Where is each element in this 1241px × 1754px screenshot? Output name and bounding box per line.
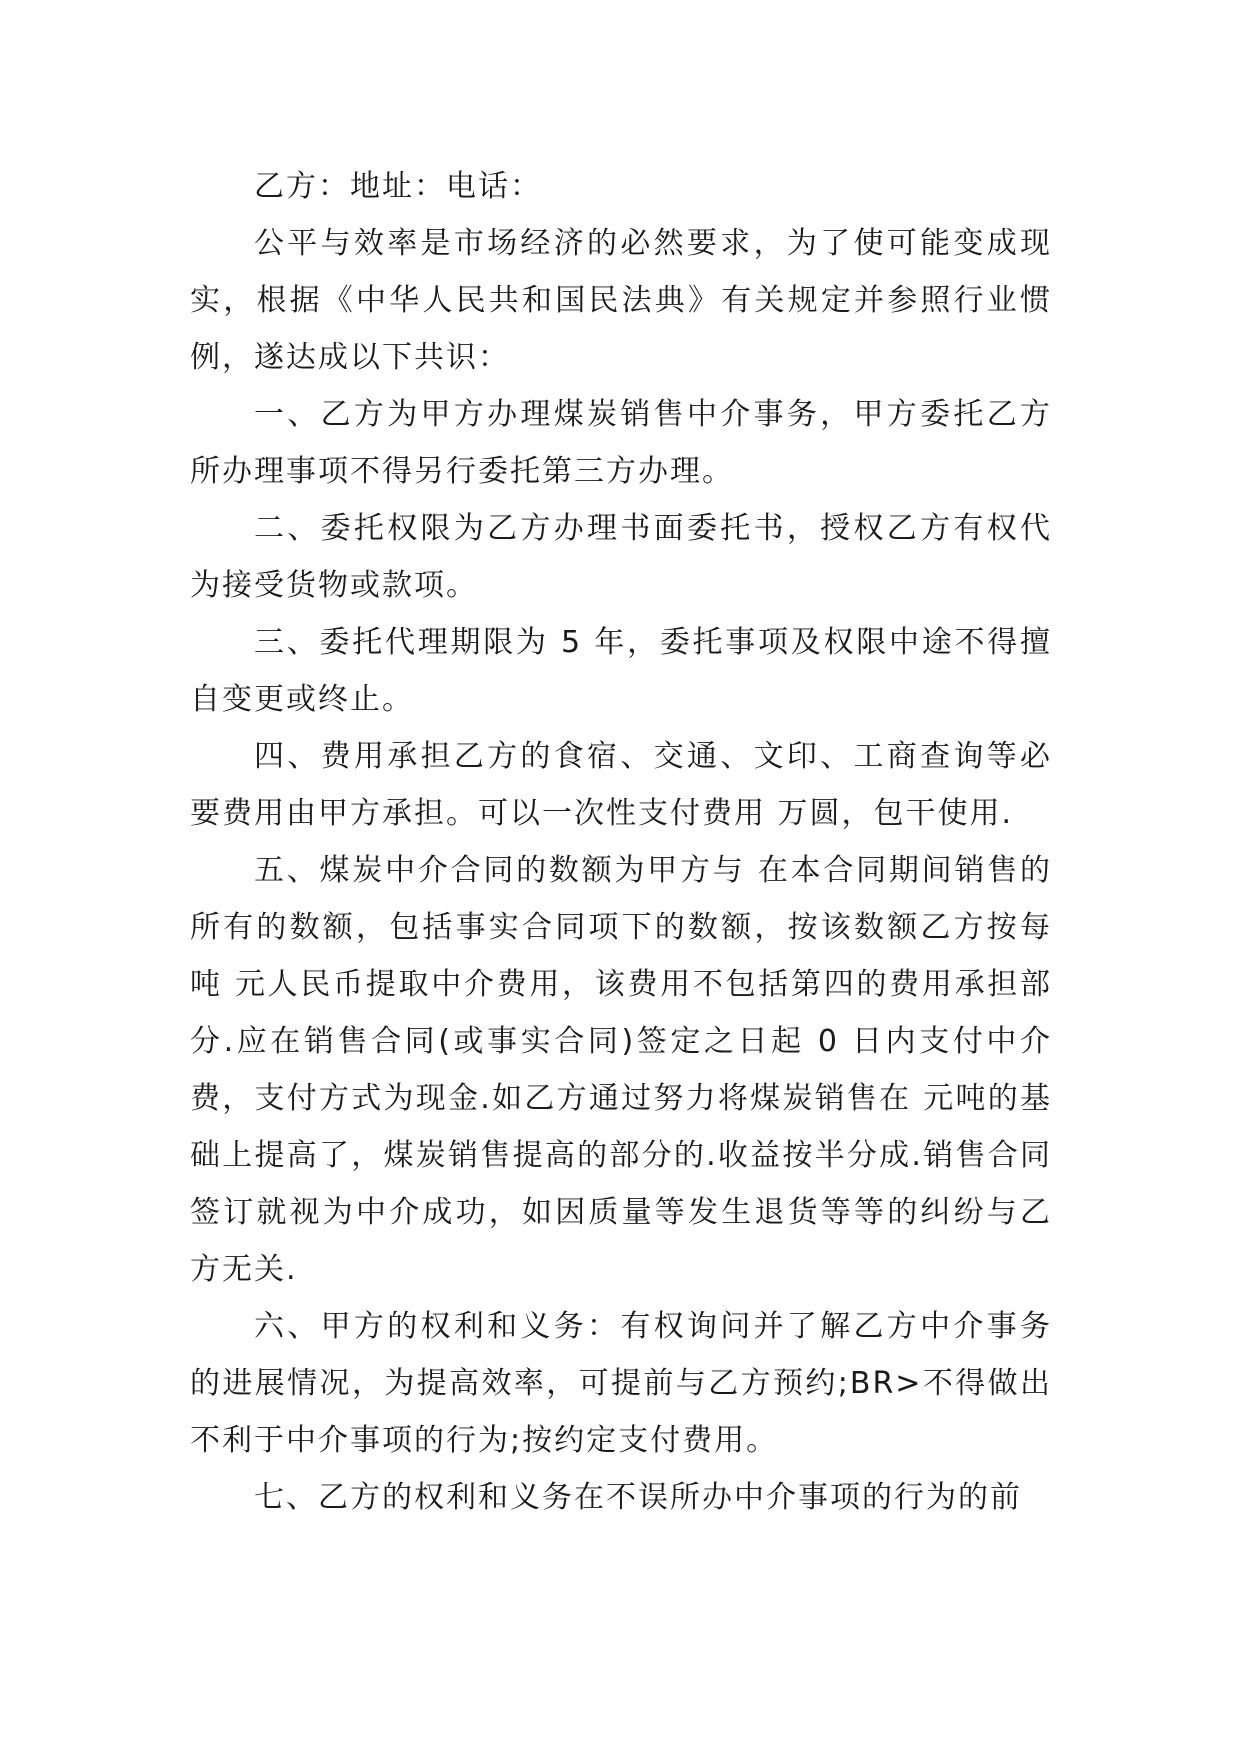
- clause-2: 二、委托权限为乙方办理书面委托书，授权乙方有权代为接受货物或款项。: [190, 511, 1052, 603]
- clause-7: 七、乙方的权利和义务在不误所办中介事项的行为的前: [254, 1480, 1022, 1515]
- preamble-paragraph: 公平与效率是市场经济的必然要求，为了使可能变成现实，根据《中华人民共和国民法典》有关规定并参照行业惯例，遂达成以下共识：: [190, 226, 1052, 375]
- clause-3: 三、委托代理期限为 5 年，委托事项及权限中途不得擅自变更或终止。: [190, 625, 1052, 717]
- clause-6: 六、甲方的权利和义务：有权询问并了解乙方中介事务的进展情况，为提高效率，可提前与乙方预约;BR>不得做出不利于中介事项的行为;按约定支付费用。: [190, 1309, 1052, 1458]
- party-b-info: 乙方：地址：电话：: [254, 169, 542, 204]
- clause-4: 四、费用承担乙方的食宿、交通、文印、工商查询等必要费用由甲方承担。可以一次性支付费用 万圆，包干使用.: [190, 739, 1052, 831]
- document-body: [190, 158, 1052, 1526]
- clause-1: 一、乙方为甲方办理煤炭销售中介事务，甲方委托乙方所办理事项不得另行委托第三方办理。: [190, 397, 1052, 489]
- clause-5: 五、煤炭中介合同的数额为甲方与 在本合同期间销售的所有的数额，包括事实合同项下的数额，按该数额乙方按每吨 元人民币提取中介费用，该费用不包括第四的费用承担部分.应在销售合同(或事实合同)签定之日起 0 日内支付中介费，支付方式为现金.如乙方通过努力将煤炭销售在 元吨的基础上提高了，煤炭销售提高的部分的.收益按半分成.销售合同签订就视为中介成功，如因质量等发生退货等等的纠纷与乙方无关.: [190, 853, 1052, 1287]
